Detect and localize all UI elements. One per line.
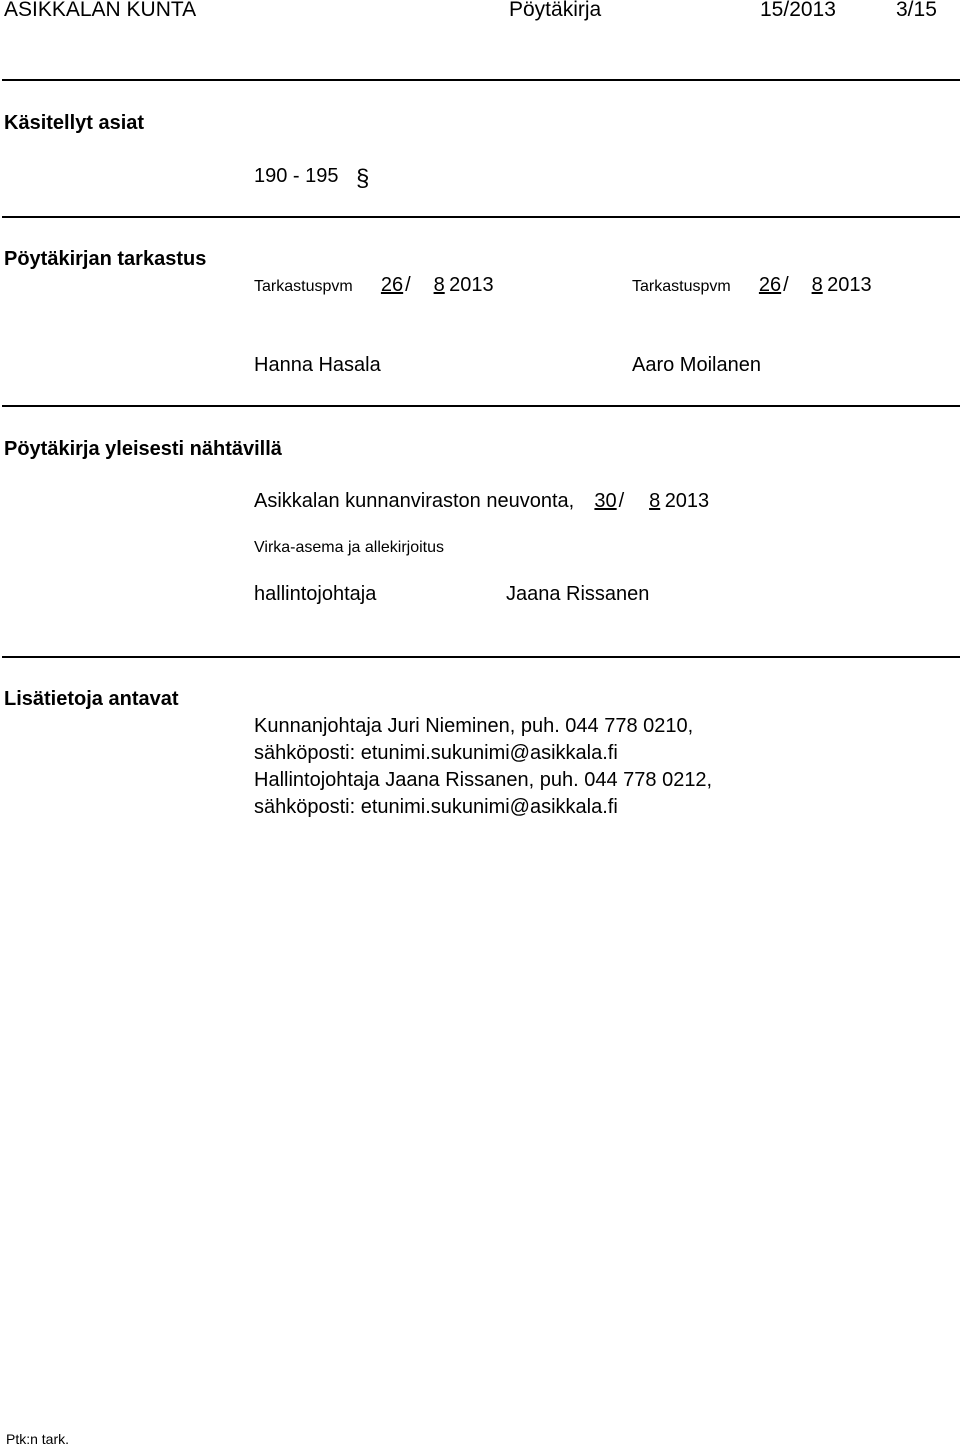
reviewer1-name: Hanna Hasala bbox=[254, 354, 381, 376]
review-date-label: Tarkastuspvm bbox=[254, 278, 353, 295]
review-year: 2013 bbox=[449, 274, 494, 296]
signature-label: Virka-asema ja allekirjoitus bbox=[254, 539, 444, 556]
signer-name: Jaana Rissanen bbox=[506, 583, 650, 605]
public-day: 30 bbox=[594, 490, 617, 512]
document-type: Pöytäkirja bbox=[509, 0, 602, 21]
review-day: 26 bbox=[380, 274, 404, 296]
review-date-label: Tarkastuspvm bbox=[632, 278, 731, 295]
contact-line: sähköposti: etunimi.sukunimi@asikkala.fi bbox=[254, 742, 618, 764]
contact-info-label: Lisätietoja antavat bbox=[4, 688, 179, 710]
contact-line: sähköposti: etunimi.sukunimi@asikkala.fi bbox=[254, 796, 618, 818]
signer-position: hallintojohtaja bbox=[254, 583, 377, 605]
page-number: 3/15 bbox=[896, 0, 937, 21]
section-sign-icon: § bbox=[356, 165, 370, 192]
divider bbox=[2, 656, 960, 658]
contact-line: Hallintojohtaja Jaana Rissanen, puh. 044 778 0212, bbox=[254, 769, 713, 791]
reviewer1-date: Tarkastuspvm 26 / 8 2013 bbox=[254, 274, 494, 296]
divider bbox=[2, 79, 960, 81]
meeting-number: 15/2013 bbox=[760, 0, 836, 21]
reviewer2-name: Aaro Moilanen bbox=[632, 354, 761, 376]
review-month: 8 bbox=[811, 274, 823, 296]
divider bbox=[2, 405, 960, 407]
divider bbox=[2, 216, 960, 218]
footer-note: Ptk:n tark. bbox=[6, 1431, 70, 1447]
handled-items-label: Käsitellyt asiat bbox=[4, 112, 145, 134]
public-display-label: Pöytäkirja yleisesti nähtävillä bbox=[4, 438, 282, 460]
handled-items-range: 190 - 195 bbox=[254, 165, 339, 187]
review-label: Pöytäkirjan tarkastus bbox=[4, 248, 207, 270]
municipality-name: ASIKKALAN KUNTA bbox=[4, 0, 197, 21]
contact-line: Kunnanjohtaja Juri Nieminen, puh. 044 778 0210, bbox=[254, 715, 694, 737]
review-month: 8 bbox=[433, 274, 445, 296]
reviewer2-date: Tarkastuspvm 26 / 8 2013 bbox=[632, 274, 872, 296]
review-year: 2013 bbox=[827, 274, 872, 296]
review-day: 26 bbox=[758, 274, 782, 296]
public-month: 8 bbox=[649, 490, 661, 512]
public-display-place-date: Asikkalan kunnanviraston neuvonta, 30 / 8 2013 bbox=[254, 490, 710, 512]
public-display-place: Asikkalan kunnanviraston neuvonta, bbox=[254, 490, 575, 512]
public-year: 2013 bbox=[664, 490, 710, 512]
